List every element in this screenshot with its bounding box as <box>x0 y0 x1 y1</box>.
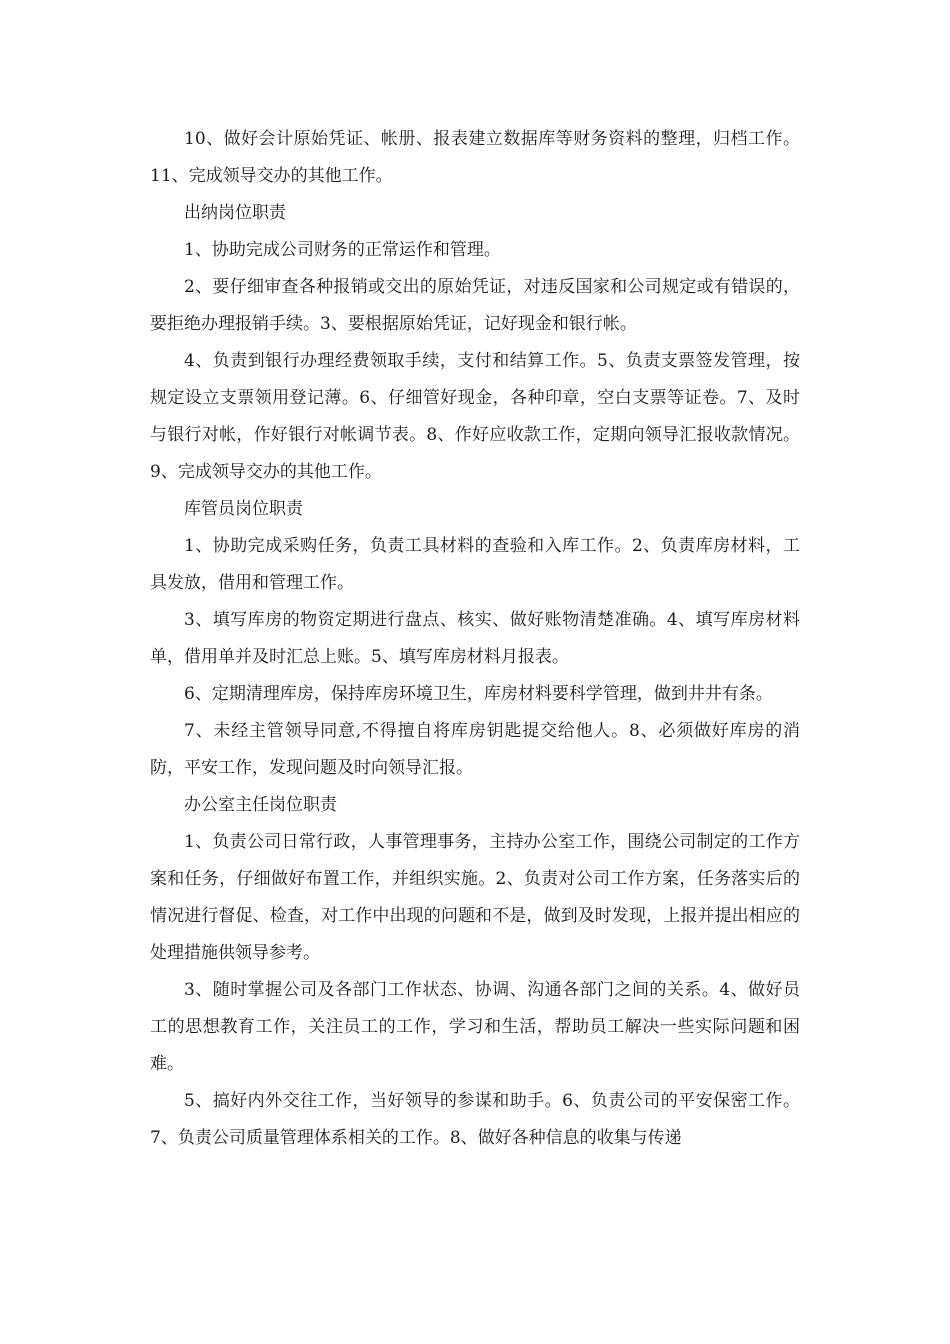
paragraph-warehouse-6: 6、定期清理库房，保持库房环境卫生，库房材料要科学管理，做到井井有条。 <box>184 684 773 704</box>
paragraph-cashier-2: 2、要仔细审查各种报销或交出的原始凭证，对违反国家和公司规定或有错误的，要拒绝办理报销手续。3、要根据原始凭证，记好现金和银行帐。 <box>150 277 800 334</box>
paragraph-warehouse-7: 7、未经主管领导同意,不得擅自将库房钥匙提交给他人。8、必须做好库房的消防，平安工作，发现问题及时向领导汇报。 <box>150 721 800 778</box>
paragraph-warehouse-1: 1、协助完成采购任务，负责工具材料的查验和入库工作。2、负责库房材料，工具发放，借用和管理工作。 <box>150 536 800 593</box>
paragraph-office-3: 3、随时掌握公司及各部门工作状态、协调、沟通各部门之间的关系。4、做好员工的思想教育工作，关注员工的工作，学习和生活，帮助员工解决一些实际问题和困难。 <box>150 980 800 1074</box>
heading-cashier-duties: 出纳岗位职责 <box>184 203 286 223</box>
paragraph-office-1: 1、负责公司日常行政，人事管理事务，主持办公室工作，围绕公司制定的工作方案和任务，仔细做好布置工作，并组织实施。2、负责对公司工作方案，任务落实后的情况进行督促、检查，对工作中出现的问题和不是，做到及时发现，上报并提出相应的处理措施供领导参考。 <box>150 832 800 963</box>
heading-warehouse-keeper-duties: 库管员岗位职责 <box>184 499 303 519</box>
paragraph-cashier-4: 4、负责到银行办理经费领取手续，支付和结算工作。5、负责支票签发管理，按规定设立支票领用登记薄。6、仔细管好现金，各种印章，空白支票等证卷。7、及时与银行对帐，作好银行对帐调节表。8、作好应收款工作，定期向领导汇报收款情况。9、完成领导交办的其他工作。 <box>150 351 800 482</box>
document-body <box>150 121 800 1157</box>
paragraph-office-5: 5、搞好内外交往工作，当好领导的参谋和助手。6、负责公司的平安保密工作。7、负责公司质量管理体系相关的工作。8、做好各种信息的收集与传递 <box>150 1091 800 1148</box>
heading-office-director-duties: 办公室主任岗位职责 <box>184 795 337 815</box>
paragraph-cashier-1: 1、协助完成公司财务的正常运作和管理。 <box>184 240 501 260</box>
paragraph-warehouse-3: 3、填写库房的物资定期进行盘点、核实、做好账物清楚准确。4、填写库房材料单，借用单并及时汇总上账。5、填写库房材料月报表。 <box>150 610 800 667</box>
paragraph-accounting-duties-end: 10、做好会计原始凭证、帐册、报表建立数据库等财务资料的整理，归档工作。11、完成领导交办的其他工作。 <box>150 129 800 186</box>
